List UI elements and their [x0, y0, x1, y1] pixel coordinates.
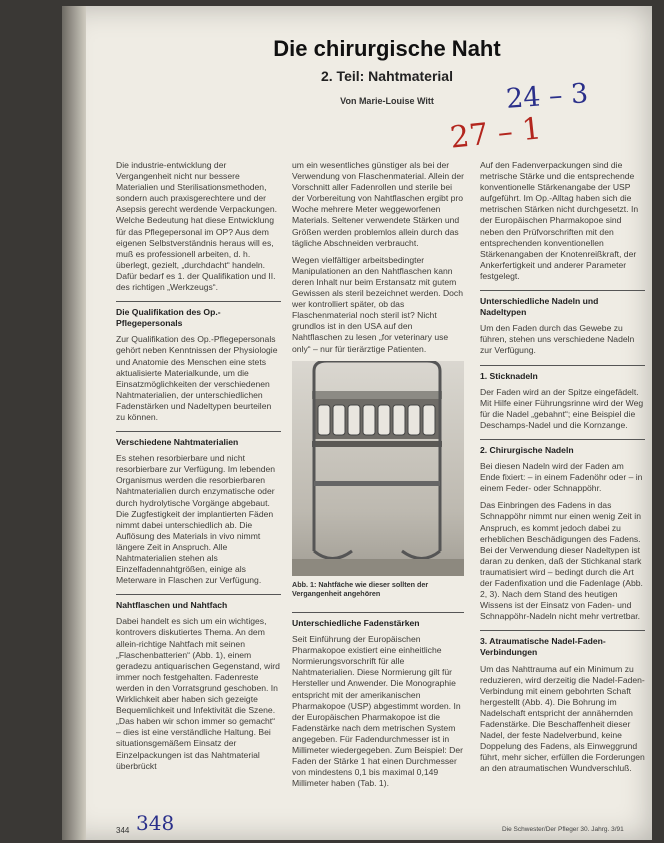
- magazine-page: [62, 6, 652, 840]
- paragraph: Das Einbringen des Fadens in das Schnappöhr nimmt nur einen wenig Zeit in Anspruch, es kommt jedoch dabei zu erheblichen Beschädigungen des Fadens. Bei der Verwendung dieser Nadeltypen ist daran zu denken, daß der Stichkanal stark traumatisiert wird – bedingt durch die Art der Fadenfixation und die Fadenlage (Abb. 2, 3). Nach dem Stand des heutigen Wissens ist der Einsatz von Faden- und Schnappöhr-Nadeln nicht mehr vertretbar.: [480, 500, 643, 622]
- section-heading: Verschiedene Nahtmaterialien: [116, 431, 281, 448]
- paragraph: Um den Faden durch das Gewebe zu führen, stehen uns verschiedene Nadeln zur Verfügung.: [480, 323, 635, 356]
- suture-rack-photo: [292, 361, 464, 576]
- handwritten-note-top: 24 – 3: [505, 78, 590, 115]
- paragraph: Es stehen resorbierbare und nicht resorbierbare zur Verfügung. Im lebenden Organismus werden die resorbierbaren Nahtmaterialien durch enzymatische oder durch hydrolytische Vorgänge abgebaut. Die Zugfestigkeit der implantierten Fäden nimmt dabei unterschiedlich ab. Die Auflösung des Materials in vivo nimmt längere Zeit in Anspruch. Alle Nahtmaterialien stehen als Einzelfadennahtgrößen, einige als Meterware in Flaschen zur Verfügung.: [116, 453, 276, 586]
- paragraph: Seit Einführung der Europäischen Pharmakopoe existiert eine einheitliche Normierungsvorschrift für alle Nahtmaterialien. Diese Normierung gilt für Hersteller und Anwender. Die Monographie entspricht mit der amerikanischen Pharmakopoe (USP) abgestimmt worden. In der Europäischen Pharmakopoe ist die Fadenstärke nach dem metrischen System angegeben. Für Fadendurchmesser ist in Millimeter wiedergegeben. Zum Beispiel: Der Faden der Stärke 1 hat einen Durchmesser von mindestens 0,1 bis maximal 0,149 Millimeter haben (Tab. 1).: [292, 634, 463, 789]
- article-subtitle: 2. Teil: Nahtmaterial: [320, 68, 453, 84]
- intro-paragraph: Die industrie-entwicklung der Vergangenheit nicht nur bessere Materialien und Sterilisationsmethoden, sondern auch praxisgerechtere und der Asepsis gerecht werdende Verpackungen. Welche Bedeutung hat diese Entwicklung für das Pflegepersonal im OP? Aus dem eigenen Selbstverständnis heraus will es, muß es professionell arbeiten, d. h. überlegt, gezielt, „durchdacht“ handeln. Dafür bedarf es 1. der Qualifikation und II. des richtigen „Werkzeugs“.: [116, 160, 277, 293]
- article-author: Von Marie-Louise Witt: [340, 96, 434, 106]
- section-heading: 1. Sticknadeln: [480, 365, 645, 382]
- column-1: [116, 160, 281, 778]
- section-heading: Nahtflaschen und Nahtfach: [116, 594, 281, 611]
- column-2-lower: [292, 604, 464, 795]
- paragraph: Der Faden wird an der Spitze eingefädelt. Mit Hilfe einer Führungsrinne wird der Weg für die Nadel „gebahnt“; eine Beispiel die Deschamps-Nadel und die Kornzange.: [480, 386, 644, 430]
- handwritten-page-number: 348: [136, 811, 175, 835]
- section-heading: Die Qualifikation des Op.-Pflegepersonals: [116, 301, 281, 329]
- paragraph: um ein wesentliches günstiger als bei der Verwendung von Flaschenmaterial. Allein der Vorschnitt aller Fadenrollen und sterile bei der Vorbereitung von Nahtflaschen ergibt pro Woche mehrere Meter weggeworfenen Materials. Seltener verwendete Stärken und Größen werden problemlos allein durch das tägliche Abschneiden verbraucht.: [292, 160, 464, 248]
- column-2: [292, 160, 464, 361]
- figure-caption: Abb. 1: Nahtfäche wie dieser sollten der Vergangenheit angehören: [292, 580, 429, 598]
- paragraph: Auf den Fadenverpackungen sind die metrische Stärke und die entsprechende konventionelle Stärkenangabe der USP aufgeführt. Im Op.-Alltag haben sich die metrischen Stärken nicht durchgesetzt. In der Europäischen Pharmakopoe sind neben den Prüfvorschriften mit den entsprechenden konventionellen Stärkenangaben der Knotenreißkraft, der Ankerfertigkeit und anderer Parameter festgelegt.: [480, 160, 639, 281]
- paragraph: Bei diesen Nadeln wird der Faden am Ende fixiert: – in einem Fadenöhr oder – in einem Feder- oder Schnappöhr.: [480, 461, 643, 494]
- paragraph: Wegen vielfältiger arbeitsbedingter Manipulationen an den Nahtflaschen kann deren Inhalt nur beim Erstansatz mit gutem Gewissen als steril bezeichnet werden. Doch wer kontrolliert später, ob das Flaschenmaterial noch steril ist? Nicht grundlos ist in den USA auf den Nahtflaschen zu lesen „for veterinary use only“ – nur für tierärztige Patienten.: [292, 254, 464, 354]
- article-title: Die chirurgische Naht: [273, 36, 501, 61]
- section-heading: Unterschiedliche Fadenstärken: [292, 612, 464, 629]
- paragraph: Dabei handelt es sich um ein wichtiges, kontrovers diskutiertes Thema. An dem allein-richtige Nahtfach mit seinen „Flaschenbatterien“ (Abb. 1), einem geradezu antiquarischen Gegenstand, wird immer noch festgehalten. Fadenreste werden in den Vorratsgrund geschoben. In Wirklichkeit aber haben sich gezeigte Bequemlichkeit und Infektivität die Szene. „Das haben wir schon immer so gemacht“ – dies ist eine verständliche Haltung. Bei situationsgemäßem Einsatz der Einzelpackungen ist das Nahtmaterial überbrückt: [116, 616, 280, 771]
- page-fold-shadow: [62, 6, 86, 840]
- section-heading: Unterschiedliche Nadeln und Nadeltypen: [480, 290, 645, 318]
- column-3: [480, 160, 645, 781]
- handwritten-note-mid: 27 – 1: [448, 111, 543, 156]
- section-heading: 2. Chirurgische Nadeln: [480, 439, 645, 456]
- section-heading: 3. Atraumatische Nadel-Faden-Verbindungen: [480, 630, 645, 658]
- suture-rack-illustration: [292, 361, 464, 576]
- journal-footer: Die Schwester/Der Pfleger 30. Jahrg. 3/91: [502, 826, 624, 833]
- paragraph: Zur Qualifikation des Op.-Pflegepersonals gehört neben Kenntnissen der Physiologie und Anatomie des Menschen eine stets aktualisierte Materialkunde, um die Einsatzmöglichkeiten der verschiedenen Nahtmaterialien, der unterschiedlichen Fadenstärken und Nadeltypen beurteilen zu können.: [116, 334, 278, 422]
- paragraph: Um das Nahttrauma auf ein Minimum zu reduzieren, wird derzeitig die Nadel-Faden-Verbindung mit einem gebohrten Schaft hergestellt (Abb. 4). Die Bohrung im Nadelschaft entspricht der annähernden Fadenstärke. Die Beschaffenheit dieser Nadel, der feste Nadelverbund, keine Doppelung des Fadens, als Einweggrund führt, mehr sicher, erfüllen die Forderungen an den atraumatischen Wundverschluß.: [480, 663, 645, 774]
- page-number: 344: [116, 826, 130, 835]
